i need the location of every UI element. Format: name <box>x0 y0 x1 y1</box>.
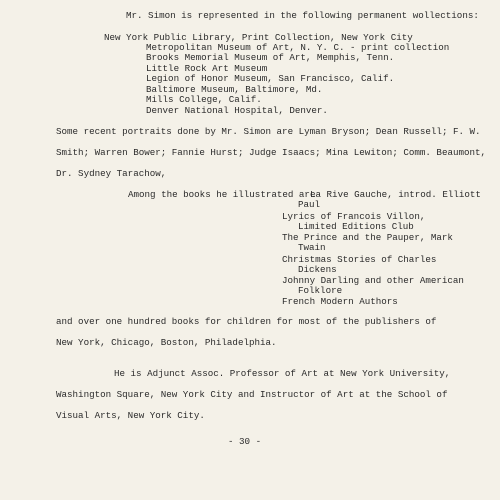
book-item-cont: Dickens <box>298 264 337 275</box>
professor-line: Washington Square, New York City and Instructor of Art at the School of <box>56 389 448 400</box>
book-item: Lyrics of Francois Villon, <box>282 211 426 222</box>
professor-line: Visual Arts, New York City. <box>56 410 205 421</box>
books-closing: New York, Chicago, Boston, Philadelphia. <box>56 337 277 348</box>
book-item: The Prince and the Pauper, Mark <box>282 232 453 243</box>
collection-item: Brooks Memorial Museum of Art, Memphis, Tenn. <box>146 52 395 63</box>
collection-item: Baltimore Museum, Baltimore, Md. <box>146 84 323 95</box>
book-item: Christmas Stories of Charles <box>282 254 437 265</box>
portraits-line: Smith; Warren Bower; Fannie Hurst; Judge Isaacs; Mina Lewiton; Comm. Beaumont, <box>56 147 487 158</box>
portraits-line: Some recent portraits done by Mr. Simon are Lyman Bryson; Dean Russell; F. W. <box>56 126 481 137</box>
books-intro: Among the books he illustrated are <box>128 189 316 200</box>
book-item-cont: Paul <box>298 199 321 210</box>
books-closing: and over one hundred books for children for most of the publishers of <box>56 316 437 327</box>
collection-item: Legion of Honor Museum, San Francisco, Calif. <box>146 73 395 84</box>
collections-intro: Mr. Simon is represented in the following permanent wollections: <box>126 10 479 21</box>
page-number: - 30 - <box>228 436 262 447</box>
collection-item: Mills College, Calif. <box>146 94 262 105</box>
book-item-cont: Twain <box>298 242 326 253</box>
collection-item: Little Rock Art Museum <box>146 63 268 74</box>
collection-item: New York Public Library, Print Collection, New York City <box>104 32 413 43</box>
book-item: French Modern Authors <box>282 296 398 307</box>
portraits-line: Dr. Sydney Tarachow, <box>56 168 167 179</box>
book-item: La Rive Gauche, introd. Elliott <box>310 189 481 200</box>
professor-line: He is Adjunct Assoc. Professor of Art at New York University, <box>114 368 451 379</box>
book-item-cont: Limited Editions Club <box>298 221 414 232</box>
book-item-cont: Folklore <box>298 285 343 296</box>
collection-item: Metropolitan Museum of Art, N. Y. C. - print collection <box>146 42 450 53</box>
book-item: Johnny Darling and other American <box>282 275 464 286</box>
collection-item: Denver National Hospital, Denver. <box>146 105 328 116</box>
